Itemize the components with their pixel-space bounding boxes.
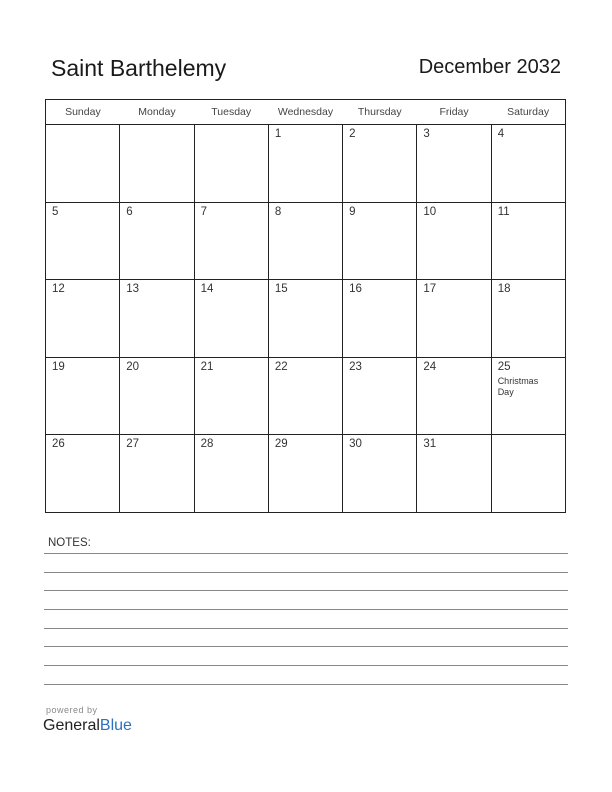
day-number: 28 [200, 438, 214, 451]
day-cell [417, 280, 491, 358]
notes-line [44, 590, 568, 591]
day-cell [417, 202, 491, 280]
day-cell [343, 435, 417, 513]
day-cell [194, 357, 268, 435]
day-cell [194, 125, 268, 203]
day-cell [120, 357, 194, 435]
day-cell [120, 202, 194, 280]
day-cell [491, 202, 565, 280]
day-number: 15 [274, 283, 288, 296]
day-cell [46, 280, 120, 358]
day-number: 23 [349, 360, 362, 373]
powered-by-text: powered by [46, 705, 98, 715]
day-cell [343, 125, 417, 203]
weekday-header-monday: Monday [120, 100, 194, 125]
day-number [492, 435, 565, 438]
day-cell [268, 435, 342, 513]
day-number: 24 [423, 360, 437, 373]
day-number: 30 [349, 438, 362, 451]
week-row [46, 280, 566, 358]
day-cell [120, 280, 194, 358]
day-cell [194, 202, 268, 280]
day-cell [46, 202, 120, 280]
notes-line [44, 646, 568, 647]
week-row [46, 125, 566, 203]
calendar-country-title: Saint Barthelemy [51, 55, 227, 81]
week-row [46, 435, 566, 513]
day-number: 5 [52, 205, 59, 218]
day-cell [491, 435, 565, 513]
day-number: 13 [126, 283, 140, 296]
day-cell [343, 357, 417, 435]
day-cell [268, 202, 342, 280]
day-cell [268, 280, 342, 358]
day-number: 12 [52, 283, 65, 296]
day-cell [194, 435, 268, 513]
day-number: 3 [423, 128, 430, 140]
day-cell [46, 125, 120, 203]
day-number: 9 [349, 205, 356, 218]
day-number: 19 [52, 360, 65, 373]
day-number: 31 [423, 438, 437, 451]
notes-line [44, 665, 568, 666]
logo-text-blue: Blue [99, 717, 132, 734]
notes-line [44, 572, 568, 573]
notes-line [44, 553, 568, 554]
day-number: 6 [126, 205, 133, 218]
day-number: 26 [52, 438, 65, 451]
weekday-header-wednesday: Wednesday [268, 100, 342, 125]
day-number: 22 [274, 360, 288, 373]
holiday-label: Christmas Day [497, 375, 539, 397]
notes-label: NOTES: [48, 537, 91, 549]
day-number: 16 [349, 283, 362, 296]
day-cell [268, 357, 342, 435]
day-number [120, 125, 193, 128]
weekday-header-tuesday: Tuesday [194, 100, 268, 125]
day-number: 17 [423, 283, 437, 296]
day-cell [120, 435, 194, 513]
day-cell [120, 125, 194, 203]
day-cell [417, 125, 491, 203]
notes-line [44, 609, 568, 610]
day-number: 4 [497, 128, 505, 140]
day-cell-holiday [491, 357, 565, 435]
logo-text-general: General [43, 717, 100, 734]
day-cell [268, 125, 342, 203]
day-cell [491, 125, 565, 203]
week-row [46, 202, 566, 280]
day-number: 25 [497, 360, 511, 373]
weekday-header-friday: Friday [417, 100, 491, 125]
calendar-month-year: December 2032 [418, 56, 561, 78]
day-cell [417, 357, 491, 435]
day-number: 20 [126, 360, 140, 373]
day-number: 18 [497, 283, 511, 296]
week-row [46, 357, 566, 435]
day-number: 14 [200, 283, 214, 296]
day-number: 8 [274, 205, 282, 218]
day-cell [194, 280, 268, 358]
day-number: 21 [200, 360, 214, 373]
day-cell [417, 435, 491, 513]
day-cell [343, 202, 417, 280]
day-number: 2 [349, 128, 356, 140]
weekday-header-row [46, 100, 566, 125]
day-number: 1 [274, 128, 282, 140]
weekday-header-thursday: Thursday [343, 100, 417, 125]
weekday-header-sunday: Sunday [46, 100, 120, 125]
day-number: 27 [126, 438, 140, 451]
day-number [195, 125, 268, 128]
day-number: 7 [200, 205, 207, 218]
weekday-header-saturday: Saturday [491, 100, 565, 125]
day-number: 29 [274, 438, 288, 451]
day-number [46, 125, 119, 128]
day-cell [343, 280, 417, 358]
generalblue-logo [43, 717, 132, 735]
month-calendar-grid [45, 99, 566, 513]
day-cell [46, 435, 120, 513]
day-number: 10 [423, 205, 437, 218]
day-cell [46, 357, 120, 435]
notes-line [44, 628, 568, 629]
day-cell [491, 280, 565, 358]
notes-line [44, 684, 568, 685]
day-number: 11 [497, 205, 510, 218]
